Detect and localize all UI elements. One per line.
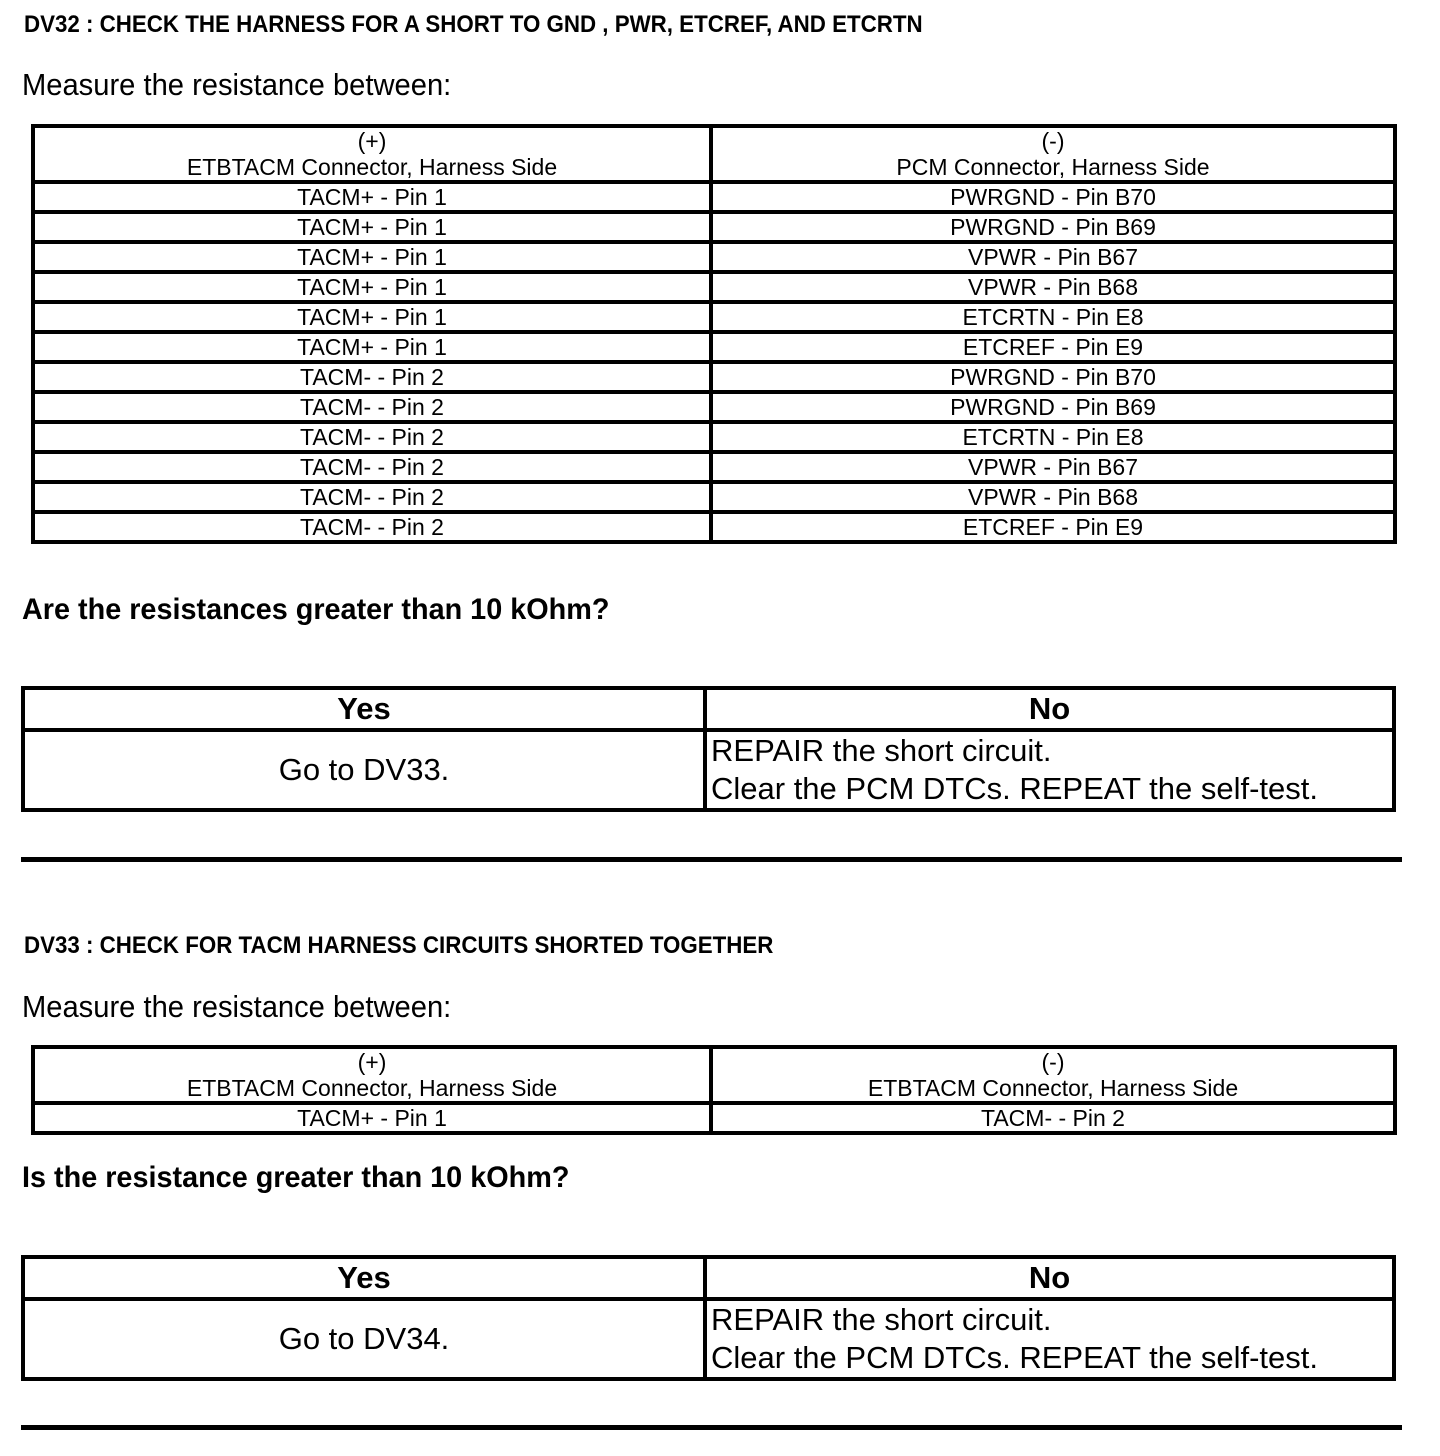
positive-pin-cell: TACM- - Pin 2 xyxy=(33,452,711,482)
decision-header-row xyxy=(23,688,1394,730)
negative-pin-cell: VPWR - Pin B67 xyxy=(711,242,1395,272)
no-header: No xyxy=(705,688,1394,730)
positive-pin-cell: TACM- - Pin 2 xyxy=(33,512,711,542)
table-row xyxy=(33,302,1395,332)
yes-action: Go to DV34. xyxy=(23,1299,705,1379)
table-row xyxy=(33,242,1395,272)
negative-sign: (-) xyxy=(1041,1049,1065,1075)
positive-pin-cell: TACM- - Pin 2 xyxy=(33,422,711,452)
no-action-line: REPAIR the short circuit. xyxy=(711,1302,1052,1337)
table-header-row xyxy=(33,1047,1395,1103)
no-header: No xyxy=(705,1257,1394,1299)
measurement-table-dv32 xyxy=(31,124,1397,544)
decision-table-dv32 xyxy=(21,686,1396,812)
table-row xyxy=(33,332,1395,362)
header-label: PCM Connector, Harness Side xyxy=(896,154,1210,180)
table-row xyxy=(33,422,1395,452)
instruction-dv32: Measure the resistance between: xyxy=(22,67,452,102)
negative-pin-cell: TACM- - Pin 2 xyxy=(711,1103,1395,1133)
decision-body-row xyxy=(23,730,1394,810)
decision-table-dv33 xyxy=(21,1255,1396,1381)
negative-pin-cell: PWRGND - Pin B69 xyxy=(711,392,1395,422)
table-row xyxy=(33,512,1395,542)
header-label: ETBTACM Connector, Harness Side xyxy=(867,1075,1239,1101)
negative-pin-cell: PWRGND - Pin B70 xyxy=(711,362,1395,392)
no-action-line: Clear the PCM DTCs. REPEAT the self-test. xyxy=(711,771,1318,806)
negative-sign: (-) xyxy=(1041,128,1065,154)
yes-action: Go to DV33. xyxy=(23,730,705,810)
negative-pin-cell: ETCRTN - Pin E8 xyxy=(711,422,1395,452)
header-negative xyxy=(711,126,1395,182)
positive-sign: (+) xyxy=(357,1049,387,1075)
table-row xyxy=(33,392,1395,422)
no-action-line: REPAIR the short circuit. xyxy=(711,733,1052,768)
no-action xyxy=(705,730,1394,810)
decision-header-row xyxy=(23,1257,1394,1299)
measurement-table-dv33 xyxy=(31,1045,1397,1135)
positive-sign: (+) xyxy=(357,128,387,154)
step-title-dv32: DV32 : CHECK THE HARNESS FOR A SHORT TO GND , PWR, ETCREF, AND ETCRTN xyxy=(24,11,923,38)
negative-pin-cell: PWRGND - Pin B69 xyxy=(711,212,1395,242)
table-row xyxy=(33,212,1395,242)
decision-body-row xyxy=(23,1299,1394,1379)
table-row xyxy=(33,272,1395,302)
table-header-row xyxy=(33,126,1395,182)
positive-pin-cell: TACM+ - Pin 1 xyxy=(33,242,711,272)
positive-pin-cell: TACM+ - Pin 1 xyxy=(33,1103,711,1133)
negative-pin-cell: VPWR - Pin B68 xyxy=(711,272,1395,302)
positive-pin-cell: TACM- - Pin 2 xyxy=(33,392,711,422)
negative-pin-cell: ETCREF - Pin E9 xyxy=(711,332,1395,362)
negative-pin-cell: VPWR - Pin B67 xyxy=(711,452,1395,482)
positive-pin-cell: TACM- - Pin 2 xyxy=(33,362,711,392)
positive-pin-cell: TACM+ - Pin 1 xyxy=(33,212,711,242)
positive-pin-cell: TACM- - Pin 2 xyxy=(33,482,711,512)
header-positive xyxy=(33,126,711,182)
negative-pin-cell: PWRGND - Pin B70 xyxy=(711,182,1395,212)
yes-header: Yes xyxy=(23,1257,705,1299)
negative-pin-cell: ETCRTN - Pin E8 xyxy=(711,302,1395,332)
positive-pin-cell: TACM+ - Pin 1 xyxy=(33,272,711,302)
no-action-line: Clear the PCM DTCs. REPEAT the self-test. xyxy=(711,1340,1318,1375)
header-label: ETBTACM Connector, Harness Side xyxy=(186,154,558,180)
yes-header: Yes xyxy=(23,688,705,730)
question-dv32: Are the resistances greater than 10 kOhm? xyxy=(22,593,610,626)
table-row xyxy=(33,482,1395,512)
no-action xyxy=(705,1299,1394,1379)
positive-pin-cell: TACM+ - Pin 1 xyxy=(33,182,711,212)
question-dv33: Is the resistance greater than 10 kOhm? xyxy=(22,1161,570,1194)
negative-pin-cell: VPWR - Pin B68 xyxy=(711,482,1395,512)
table-row xyxy=(33,362,1395,392)
table-row xyxy=(33,452,1395,482)
positive-pin-cell: TACM+ - Pin 1 xyxy=(33,302,711,332)
table-row xyxy=(33,182,1395,212)
negative-pin-cell: ETCREF - Pin E9 xyxy=(711,512,1395,542)
step-title-dv33: DV33 : CHECK FOR TACM HARNESS CIRCUITS SHORTED TOGETHER xyxy=(24,932,774,959)
section-divider xyxy=(21,857,1402,862)
header-negative xyxy=(711,1047,1395,1103)
header-label: ETBTACM Connector, Harness Side xyxy=(186,1075,558,1101)
table-row xyxy=(33,1103,1395,1133)
positive-pin-cell: TACM+ - Pin 1 xyxy=(33,332,711,362)
instruction-dv33: Measure the resistance between: xyxy=(22,989,452,1024)
header-positive xyxy=(33,1047,711,1103)
section-divider xyxy=(21,1425,1402,1430)
